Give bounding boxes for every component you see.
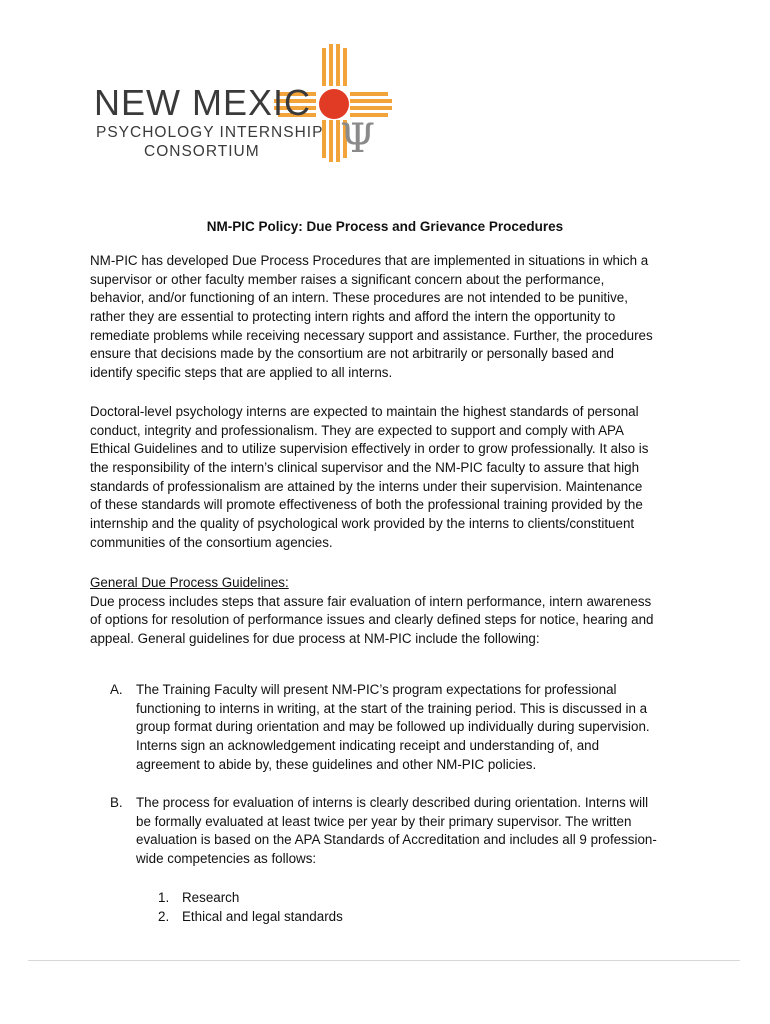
text-line: evaluation is based on the APA Standards of Accreditation and includes all 9 profession- bbox=[136, 832, 657, 848]
list-marker: A. bbox=[110, 682, 123, 697]
text-line: agreement to abide by, these guidelines and other NM-PIC policies. bbox=[136, 756, 537, 772]
text-line: remediate problems while receiving necessary support and assistance. Further, the procedures bbox=[90, 327, 653, 343]
text-line: be formally evaluated at least twice per year by their primary supervisor. The written bbox=[136, 813, 632, 829]
section-heading: General Due Process Guidelines: bbox=[90, 575, 289, 590]
logo-subtitle-2: CONSORTIUM bbox=[144, 143, 260, 160]
text-line: standards of professionalism are attained by the interns under their supervision. Maintenance bbox=[90, 478, 643, 494]
psi-symbol-icon: Ψ bbox=[340, 116, 376, 162]
competency-label: Ethical and legal standards bbox=[182, 909, 343, 924]
text-line: behavior, and/or functioning of an intern. These procedures are not intended to be punitive, bbox=[90, 290, 628, 306]
text-line: Ethical Guidelines and to utilize supervision effectively in order to grow professionally. It also is bbox=[90, 441, 649, 457]
text-line: Interns sign an acknowledgement indicating receipt and understanding of, and bbox=[136, 738, 600, 754]
text-line: identify specific steps that are applied to all interns. bbox=[90, 365, 393, 381]
text-line: The process for evaluation of interns is clearly described during orientation. Interns will bbox=[136, 795, 649, 810]
text-line: The Training Faculty will present NM-PIC’s program expectations for professional bbox=[136, 682, 617, 697]
competency-label: Research bbox=[182, 890, 240, 905]
text-line: supervisor or other faculty member raises a significant concern about the performance, bbox=[90, 271, 605, 287]
text-line: NM-PIC has developed Due Process Procedures that are implemented in situations in which a bbox=[90, 253, 649, 268]
text-line: of options for resolution of performance issues and clearly defined steps for notice, hearing and bbox=[90, 612, 654, 628]
page-divider bbox=[28, 960, 740, 961]
text-line: appeal. General guidelines for due process at NM-PIC include the following: bbox=[90, 631, 540, 647]
text-line: communities of the consortium agencies. bbox=[90, 534, 333, 550]
text-line: the responsibility of the intern’s clinical supervisor and the NM-PIC faculty to assure that high bbox=[90, 460, 640, 476]
text-line: Due process includes steps that assure fair evaluation of intern performance, intern awareness bbox=[90, 593, 652, 609]
text-line: wide competencies as follows: bbox=[136, 851, 317, 867]
document-title: NM-PIC Policy: Due Process and Grievance Procedures bbox=[206, 219, 564, 234]
intro-paragraph bbox=[90, 252, 690, 383]
text-line: functioning to interns in writing, at the start of the training period. This is discussed in a bbox=[136, 700, 648, 716]
text-line: conduct, integrity and professionalism. They are expected to support and comply with APA bbox=[90, 422, 624, 438]
list-marker: 1. bbox=[158, 890, 170, 905]
text-line: ensure that decisions made by the consortium are not arbitrarily or personally based and bbox=[90, 346, 615, 362]
list-marker: 2. bbox=[158, 909, 170, 924]
standards-paragraph bbox=[90, 403, 690, 553]
text-line: internship and the quality of psychological work provided by the interns to clients/constituent bbox=[90, 516, 635, 532]
logo-title: NEW MEXIC bbox=[94, 82, 312, 123]
text-line: Doctoral-level psychology interns are expected to maintain the highest standards of personal bbox=[90, 404, 639, 419]
guidelines-section bbox=[90, 574, 690, 649]
logo-subtitle: PSYCHOLOGY INTERNSHIP bbox=[96, 124, 324, 141]
text-line: group format during orientation and may be followed up individually during supervision. bbox=[136, 719, 650, 735]
consortium-logo bbox=[92, 44, 392, 166]
text-line: rather they are essential to protecting intern rights and afford the intern the opportunity to bbox=[90, 309, 616, 325]
text-line: of these standards will promote effectiveness of both the professional training provided by the bbox=[90, 497, 643, 513]
list-marker: B. bbox=[110, 795, 123, 810]
